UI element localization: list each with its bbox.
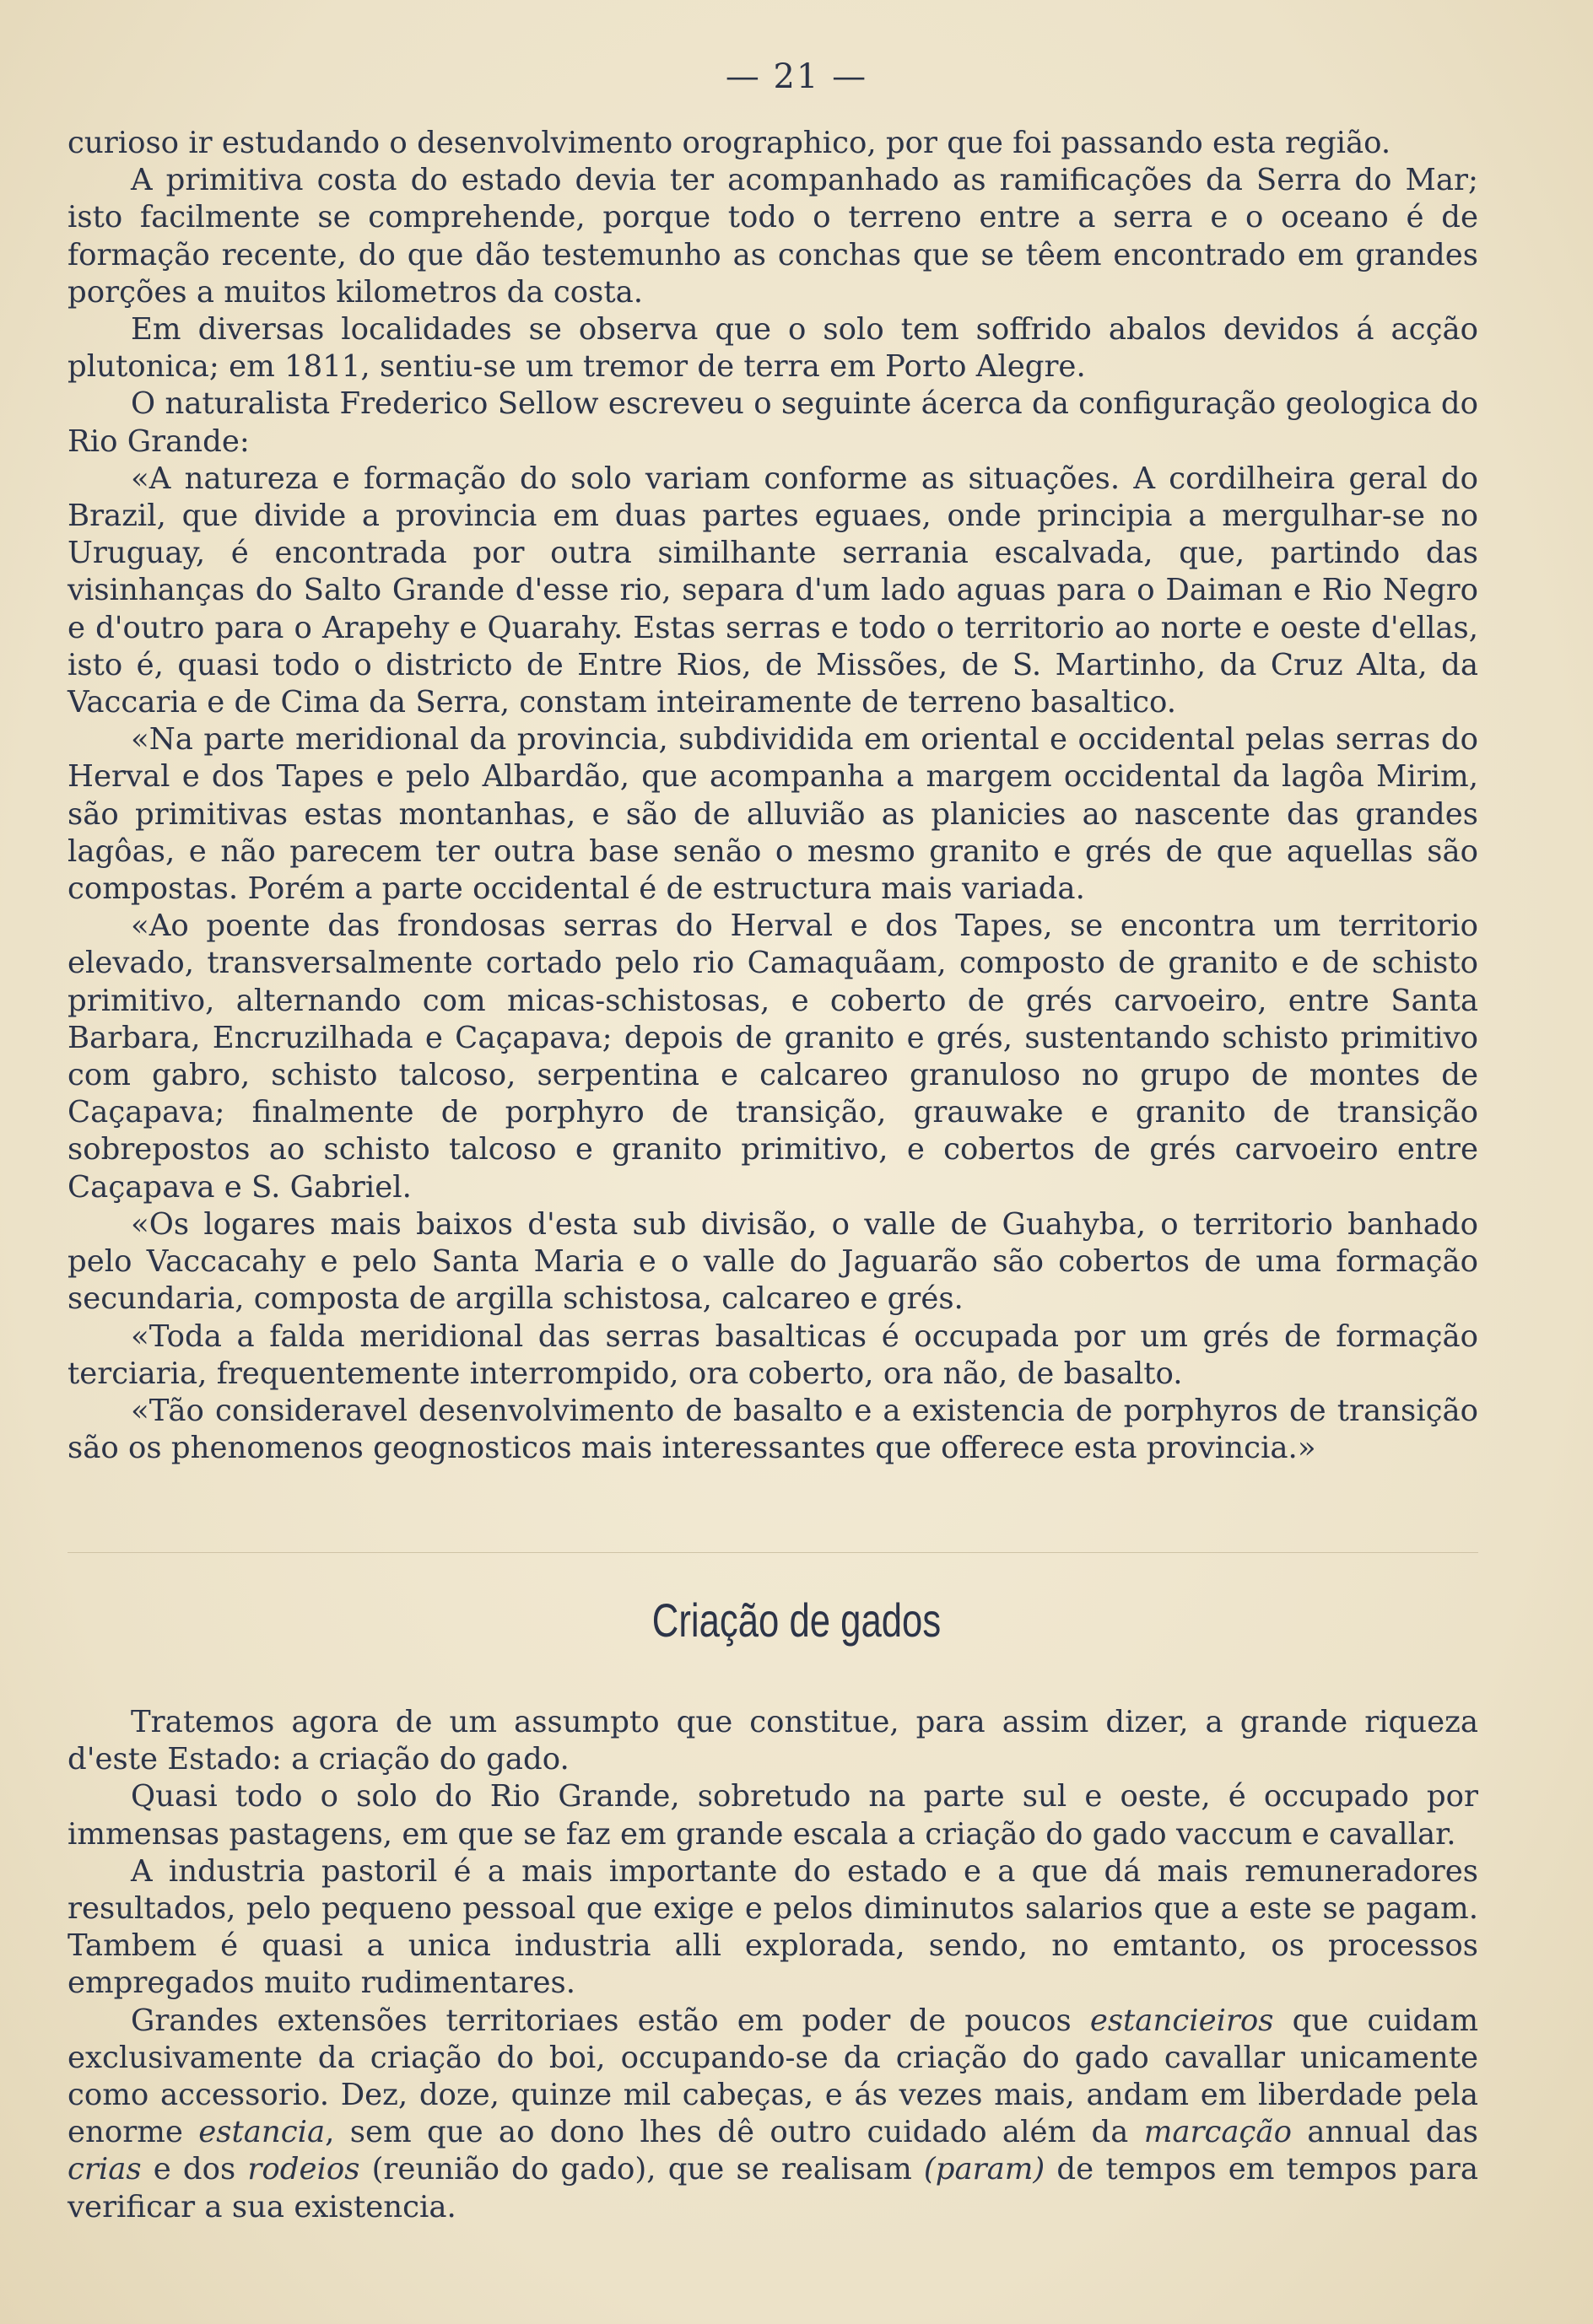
paragraph: A primitiva costa do estado devia ter acompanhado as ramificações da Serra do Mar; isto facilmente se comprehende, porque todo o terreno entre a serra e o oceano é de formação recente, do que dão testemunho as conchas que se têem encontrado em grandes porções a muitos kilometros da costa. [68, 163, 1478, 310]
quote-paragraph: «A natureza e formação do solo variam conforme as situações. A cordilheira geral do Brazil, que divide a provincia em duas partes eguaes, onde principia a mergulhar-se no Uruguay, é encontrada por outra similhante serrania escalvada, que, partindo das visinhanças do Salto Grande d'esse rio, separa d'um lado aguas para o Daiman e Rio Negro e d'outro para o Arapehy e Quarahy. Estas serras e todo o territorio ao norte e oeste d'ellas, isto é, quasi todo o districto de Entre Rios, de Missões, de S. Martinho, da Cruz Alta, da Vaccaria e de Cima da Serra, constam inteiramente de terreno basaltico. [68, 461, 1478, 720]
italic-term: marcação [1143, 2115, 1292, 2150]
paragraph: O naturalista Frederico Sellow escreveu o seguinte ácerca da configuração geologica do Rio Grande: [68, 386, 1478, 459]
paragraph: curioso ir estudando o desenvolvimento orographico, por que foi passando esta região. [68, 126, 1391, 160]
italic-term: rodeios [247, 2152, 360, 2187]
paragraph: A industria pastoril é a mais importante do estado e a que dá mais remuneradores resultados, pelo pequeno pessoal que exige e pelos diminutos salarios que a este se pagam. Tambem é quasi a unica industria alli explorada, sendo, no emtanto, os processos empregados muito rudimentares. [68, 1853, 1478, 2001]
quote-paragraph: «Ao poente das frondosas serras do Herval e dos Tapes, se encontra um territorio elevado, transversalmente cortado pelo rio Camaquãam, composto de granito e de schisto primitivo, alternando com micas-schistosas, e coberto de grés carvoeiro, entre Santa Barbara, Encruzilhada e Caçapava; depois de granito e grés, sustentando schisto primitivo com gabro, schisto talcoso, serpentina e calcareo granuloso no grupo de montes de Caçapava; finalmente de porphyro de transição, grauwake e granito de transição sobrepostos ao schisto talcoso e granito primitivo, e cobertos de grés carvoeiro entre Caçapava e S. Gabriel. [68, 909, 1478, 1205]
italic-term: crias [68, 2152, 142, 2187]
quote-paragraph: «Os logares mais baixos d'esta sub divisão, o valle de Guahyba, o territorio banhado pelo Vaccacahy e pelo Santa Maria e o valle do Jaguarão são cobertos de uma formação secundaria, composta de argilla schistosa, calcareo e grés. [68, 1206, 1478, 1317]
italic-term: (param) [923, 2152, 1045, 2187]
section-divider [68, 1552, 1478, 1553]
text-run: (reunião do gado), que se realisam [359, 2152, 924, 2187]
text-run: Grandes extensões territoriaes estão em poder de poucos [131, 2003, 1090, 2038]
text-run: annual das [1291, 2115, 1479, 2150]
text-run: de tempos em tempos para verificar a sua existencia. [68, 2152, 1478, 2224]
paragraph: Tratemos agora de um assumpto que constitue, para assim dizer, a grande riqueza d'este Estado: a criação do gado. [68, 1705, 1478, 1777]
paragraph: Quasi todo o solo do Rio Grande, sobretudo na parte sul e oeste, é occupado por immensas pastagens, em que se faz em grande escala a criação do gado vaccum e cavallar. [68, 1779, 1478, 1852]
page-number: — 21 — [725, 57, 868, 96]
italic-term: estancieiros [1089, 2003, 1274, 2038]
section-heading: Criação de gados [651, 1593, 942, 1647]
quote-paragraph: «Toda a falda meridional das serras basalticas é occupada por um grés de formação terciaria, frequentemente interrompido, ora coberto, ora não, de basalto. [68, 1318, 1478, 1391]
text-run: que cuidam exclusivamente da criação do boi, occupando-se da criação do gado cavallar unicamente como accessorio. Dez, doze, quinze mil cabeças, e ás vezes mais, andam em liberdade pela enorme [68, 2003, 1478, 2150]
italic-term: estancia [198, 2115, 326, 2150]
text-run: , sem que ao dono lhes dê outro cuidado além da [325, 2115, 1144, 2150]
quote-paragraph: «Tão consideravel desenvolvimento de basalto e a existencia de porphyros de transição são os phenomenos geognosticos mais interessantes que offerece esta provincia.» [68, 1393, 1478, 1466]
text-run: e dos [141, 2152, 248, 2187]
paragraph: Em diversas localidades se observa que o solo tem soffrido abalos devidos á acção plutonica; em 1811, sentiu-se um tremor de terra em Porto Alegre. [68, 312, 1478, 385]
paragraph [68, 2003, 1478, 2226]
cattle-section [68, 1704, 1478, 2226]
quote-paragraph: «Na parte meridional da provincia, subdividida em oriental e occidental pelas serras do Herval e dos Tapes e pelo Albardão, que acompanha a margem occidental da lagôa Mirim, são primitivas estas montanhas, e são de alluvião as planicies ao nascente das grandes lagôas, e não parecem ter outra base senão o mesmo granito e grés de que aquellas são compostas. Porém a parte occidental é de estructura mais variada. [68, 722, 1478, 907]
geology-section [68, 125, 1478, 1467]
